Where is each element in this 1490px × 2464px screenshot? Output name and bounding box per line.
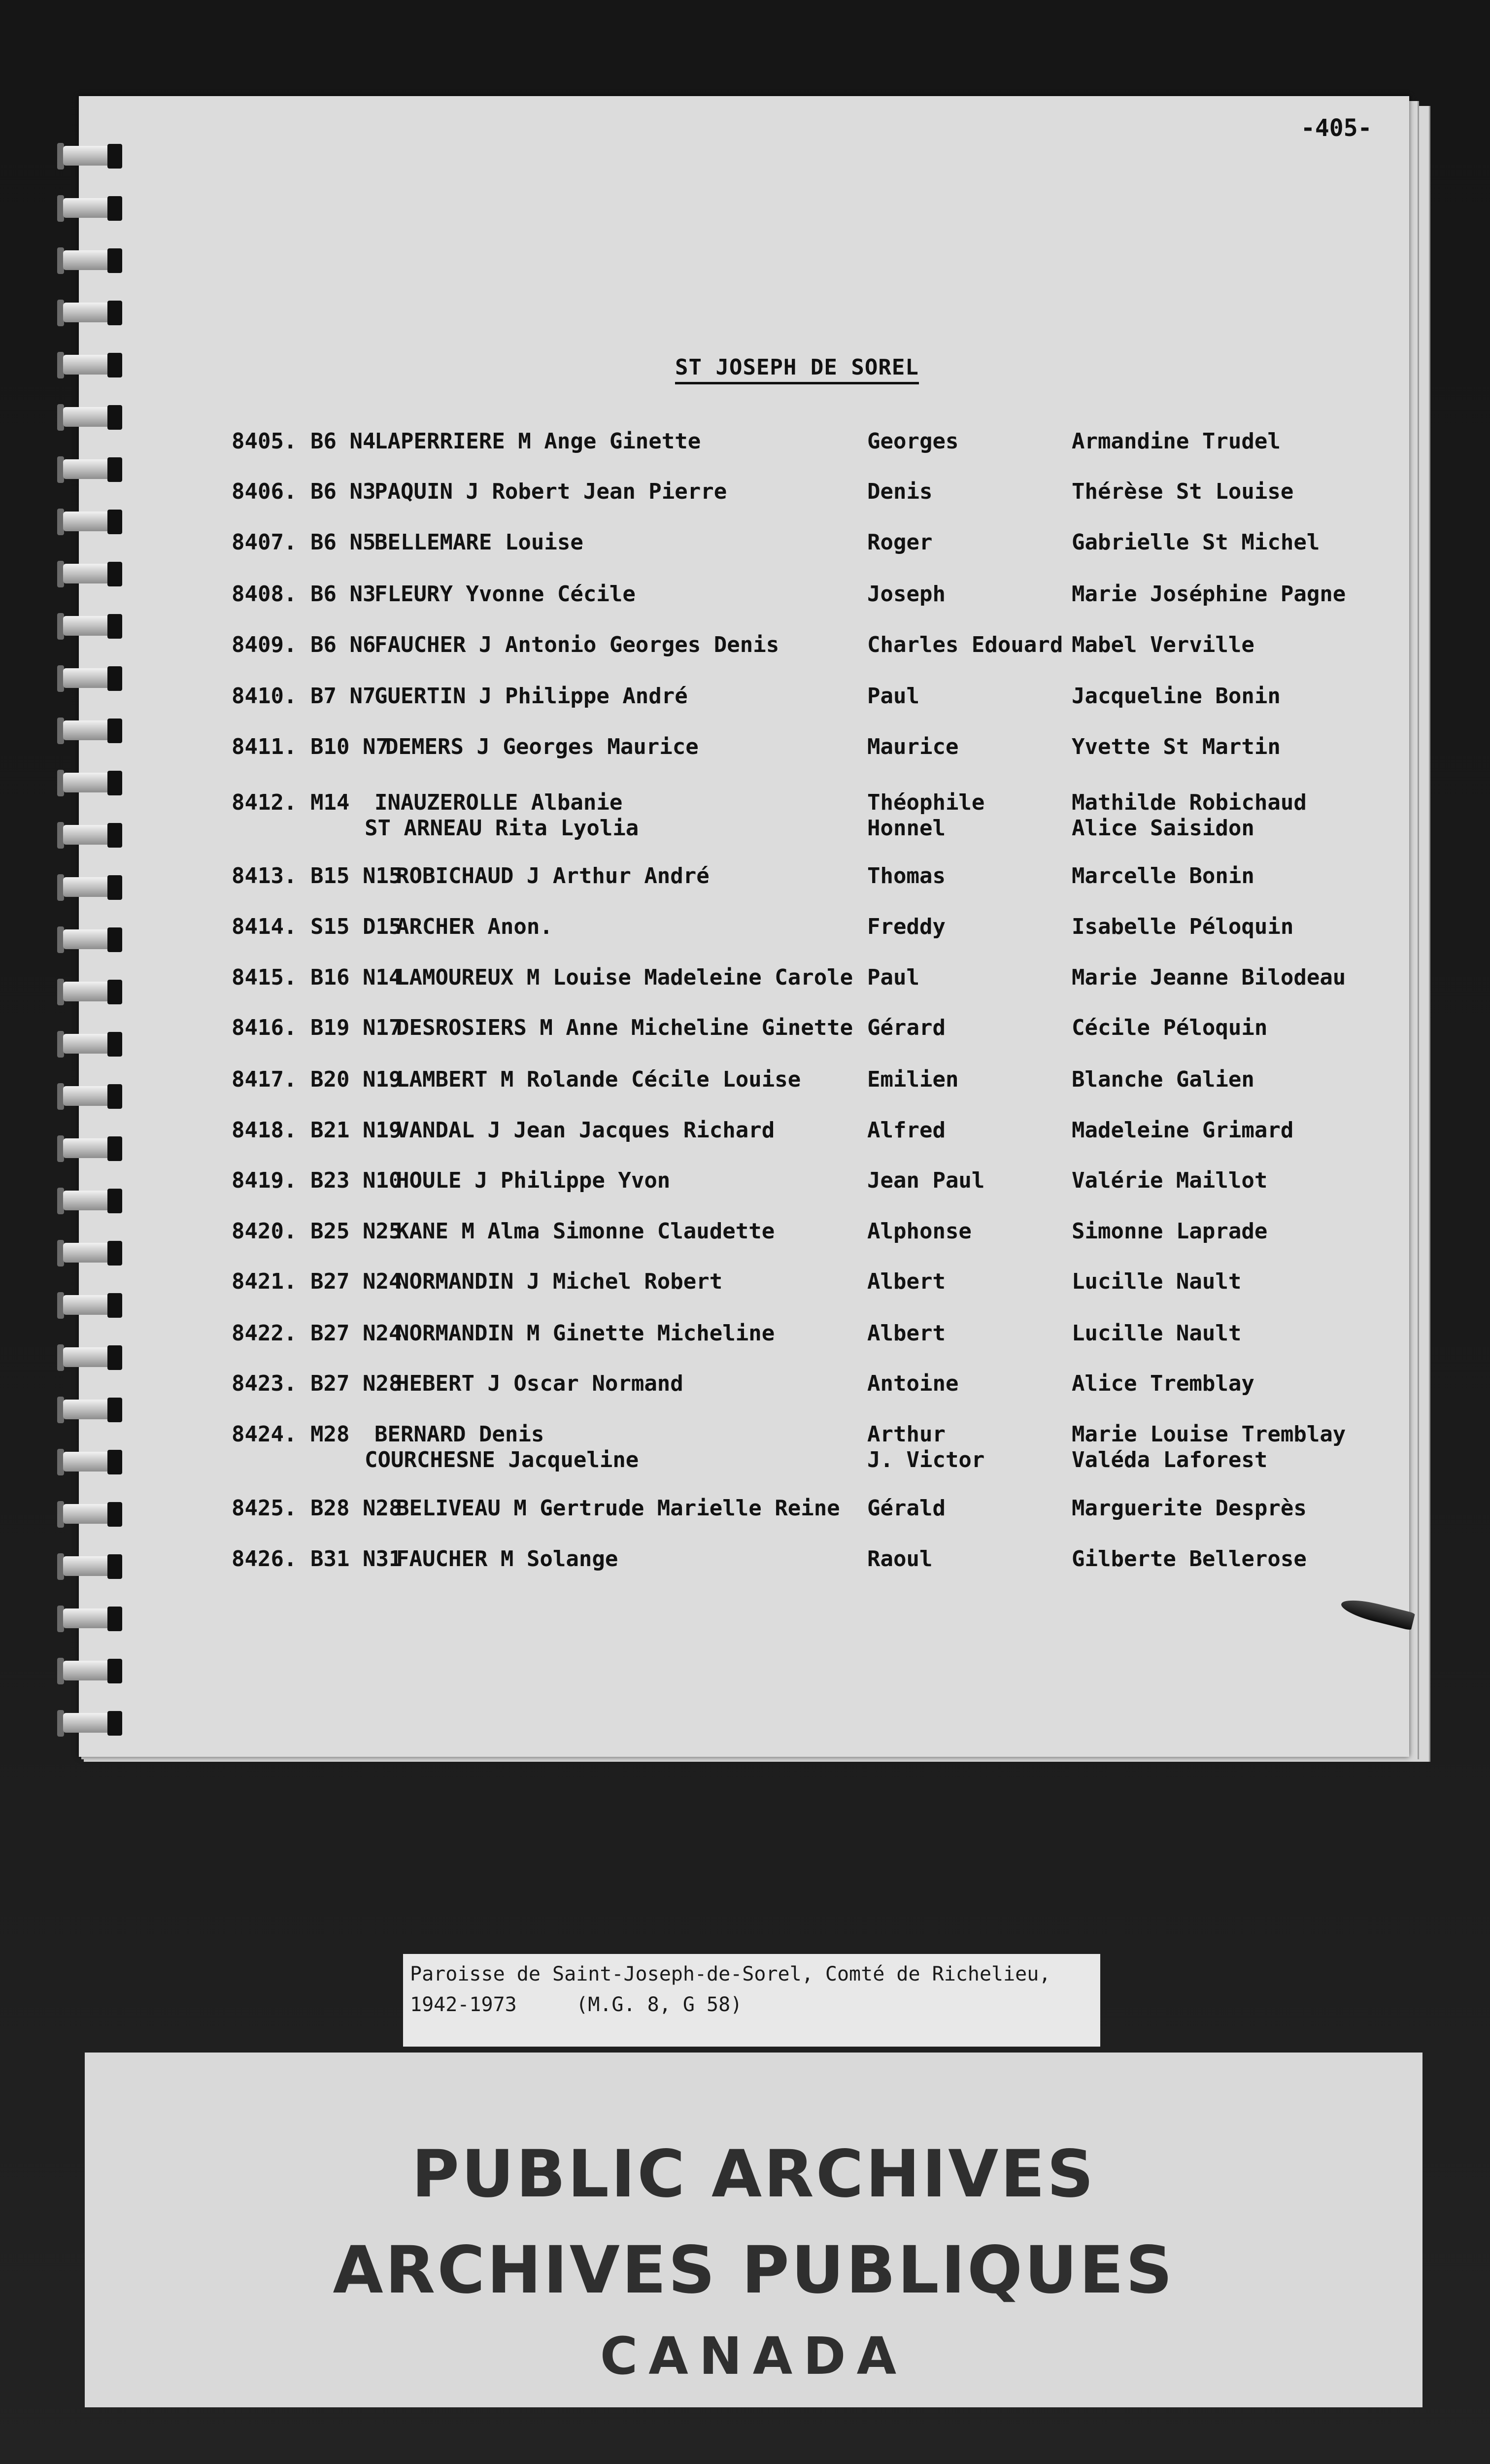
entry-name: FLEURY Yvonne Cécile [374,582,636,607]
punch-hole [107,353,122,377]
entry-code: S15 D15 [310,914,402,939]
stamp-title-en: PUBLIC ARCHIVES [411,2136,1096,2212]
page-number: -405- [1301,114,1372,142]
entry-mother: Yvette St Martin [1072,734,1281,759]
entry-number: 8415. [232,965,297,990]
entry-name: NORMANDIN J Michel Robert [396,1269,723,1294]
entry-name: VANDAL J Jean Jacques Richard [396,1118,775,1143]
entry-mother: Cécile Péloquin [1072,1015,1268,1040]
entry-name: FAUCHER J Antonio Georges Denis [374,632,779,657]
entry-number: 8410. [232,684,297,709]
entry-father: Charles Edouard [867,632,1063,657]
entry-name: FAUCHER M Solange [396,1546,618,1572]
entry-name-second: COURCHESNE Jacqueline [365,1447,639,1472]
entry-number: 8413. [232,863,297,889]
entry-father: Joseph [867,582,946,607]
register-entry [0,1546,1490,1601]
entry-father: Théophile [867,790,985,815]
entry-code: B27 N24 [310,1321,402,1346]
entry-name: LAPERRIERE M Ange Ginette [374,429,701,454]
entry-number: 8411. [232,734,297,759]
entry-name-second: ST ARNEAU Rita Lyolia [365,816,639,841]
entry-mother: Lucille Nault [1072,1269,1242,1294]
entry-code: B27 N28 [310,1371,402,1396]
stamp-title-fr: ARCHIVES PUBLIQUES [333,2232,1175,2308]
register-entry [0,530,1490,584]
entry-name: BELLEMARE Louise [374,530,583,555]
spiral-coil [54,352,128,378]
punch-hole [107,1711,122,1736]
entry-number: 8405. [232,429,297,454]
entry-number: 8420. [232,1219,297,1244]
entry-father: Thomas [867,863,946,889]
register-entry [0,1422,1490,1476]
entry-code: B6 N5 [310,530,376,555]
punch-hole [107,144,122,169]
entry-name: PAQUIN J Robert Jean Pierre [374,479,727,504]
entry-number: 8424. [232,1422,297,1447]
entry-name: BERNARD Denis [374,1422,544,1447]
punch-hole [107,196,122,221]
entry-code: B10 N7 [310,734,389,759]
register-entry [0,684,1490,738]
entry-number: 8425. [232,1496,297,1521]
entry-mother: Armandine Trudel [1072,429,1281,454]
register-entry [0,1015,1490,1069]
register-entry [0,790,1490,844]
entry-code: B6 N6 [310,632,376,657]
register-entry [0,1067,1490,1121]
entry-father-second: Honnel [867,816,946,841]
entry-mother-second: Valéda Laforest [1072,1447,1268,1472]
entry-father: Albert [867,1269,946,1294]
entry-code: B27 N24 [310,1269,402,1294]
entry-number: 8416. [232,1015,297,1040]
entry-code: B28 N28 [310,1496,402,1521]
register-entry [0,632,1490,686]
entry-mother: Marcelle Bonin [1072,863,1254,889]
entry-mother: Jacqueline Bonin [1072,684,1281,709]
entry-code: B21 N19 [310,1118,402,1143]
spiral-coil [54,1606,128,1632]
entry-code: M28 [310,1422,350,1447]
spiral-coil [54,143,128,170]
entry-name: LAMOUREUX M Louise Madeleine Carole [396,965,853,990]
entry-father: Emilien [867,1067,959,1092]
entry-name: ROBICHAUD J Arthur André [396,863,710,889]
entry-number: 8408. [232,582,297,607]
entry-name: GUERTIN J Philippe André [374,684,688,709]
entry-father: Paul [867,965,919,990]
entry-code: B31 N31 [310,1546,402,1572]
entry-name: INAUZEROLLE Albanie [374,790,623,815]
entry-mother: Thérèse St Louise [1072,479,1294,504]
entry-father: Gérald [867,1496,946,1521]
entry-number: 8406. [232,479,297,504]
register-entry [0,429,1490,483]
entry-name: HEBERT J Oscar Normand [396,1371,683,1396]
entry-father: Albert [867,1321,946,1346]
entry-father: Gérard [867,1015,946,1040]
entry-number: 8426. [232,1546,297,1572]
entry-father: Denis [867,479,933,504]
entry-code: B19 N17 [310,1015,402,1040]
entry-mother: Marie Jeanne Bilodeau [1072,965,1346,990]
spiral-coil [54,247,128,274]
entry-mother: Alice Tremblay [1072,1371,1254,1396]
entry-number: 8409. [232,632,297,657]
entry-father: Roger [867,530,933,555]
register-entry [0,965,1490,1019]
spiral-coil [54,195,128,222]
entry-name: LAMBERT M Rolande Cécile Louise [396,1067,801,1092]
entry-mother-second: Alice Saisidon [1072,816,1254,841]
entry-name: DEMERS J Georges Maurice [385,734,699,759]
entry-mother: Madeleine Grimard [1072,1118,1294,1143]
entry-father: Maurice [867,734,959,759]
entry-code: B23 N10 [310,1168,402,1193]
entry-father: Freddy [867,914,946,939]
entry-mother: Mabel Verville [1072,632,1254,657]
archives-stamp [85,2053,1422,2407]
spiral-coil [54,404,128,431]
entry-mother: Marguerite Desprès [1072,1496,1307,1521]
entry-mother: Blanche Galien [1072,1067,1254,1092]
entry-code: B25 N25 [310,1219,402,1244]
entry-name: BELIVEAU M Gertrude Marielle Reine [396,1496,840,1521]
entry-code: B20 N19 [310,1067,402,1092]
stamp-country: CANADA [600,2326,908,2386]
entry-mother: Gabrielle St Michel [1072,530,1320,555]
entry-number: 8417. [232,1067,297,1092]
register-entry [0,1496,1490,1550]
punch-hole [107,405,122,430]
entry-name: ARCHER Anon. [396,914,553,939]
entry-number: 8419. [232,1168,297,1193]
entry-mother: Marie Joséphine Pagne [1072,582,1346,607]
register-entry [0,1168,1490,1222]
entry-number: 8412. [232,790,297,815]
entry-mother: Gilberte Bellerose [1072,1546,1307,1572]
entry-father-second: J. Victor [867,1447,985,1472]
citation-line: Paroisse de Saint-Joseph-de-Sorel, Comté de Richelieu, [410,1963,1051,1985]
entry-name: HOULE J Philippe Yvon [396,1168,671,1193]
entry-mother: Isabelle Péloquin [1072,914,1294,939]
entry-number: 8423. [232,1371,297,1396]
entry-father: Paul [867,684,919,709]
entry-father: Alfred [867,1118,946,1143]
punch-hole [107,1659,122,1683]
spiral-coil [54,300,128,326]
entry-code: M14 [310,790,350,815]
register-entry [0,1371,1490,1425]
register-heading: ST JOSEPH DE SOREL [675,355,919,384]
citation-line: 1942-1973 (M.G. 8, G 58) [410,1993,743,2016]
register-entry [0,582,1490,636]
entry-number: 8418. [232,1118,297,1143]
register-entry [0,1219,1490,1273]
punch-hole [107,248,122,273]
entry-mother: Valérie Maillot [1072,1168,1268,1193]
register-entry [0,914,1490,968]
entry-code: B15 N15 [310,863,402,889]
entry-number: 8414. [232,914,297,939]
punch-hole [107,301,122,325]
entry-code: B16 N14 [310,965,402,990]
register-entry [0,1269,1490,1323]
spiral-coil [54,1658,128,1684]
entry-number: 8422. [232,1321,297,1346]
entry-number: 8421. [232,1269,297,1294]
citation-label [403,1954,1100,2047]
register-entry [0,479,1490,533]
register-entry [0,1321,1490,1375]
entry-name: DESROSIERS M Anne Micheline Ginette [396,1015,853,1040]
punch-hole [107,1607,122,1631]
entry-name: NORMANDIN M Ginette Micheline [396,1321,775,1346]
entry-mother: Marie Louise Tremblay [1072,1422,1346,1447]
entry-father: Arthur [867,1422,946,1447]
entry-father: Georges [867,429,959,454]
entry-code: B6 N4 [310,429,376,454]
entry-code: B7 N7 [310,684,376,709]
entry-mother: Mathilde Robichaud [1072,790,1307,815]
register-entry [0,734,1490,788]
entry-father: Raoul [867,1546,933,1572]
register-entry [0,863,1490,918]
entry-father: Antoine [867,1371,959,1396]
entry-father: Alphonse [867,1219,972,1244]
entry-code: B6 N3 [310,582,376,607]
entry-code: B6 N3 [310,479,376,504]
spiral-coil [54,1710,128,1737]
entry-mother: Simonne Laprade [1072,1219,1268,1244]
register-entry [0,1118,1490,1172]
entry-number: 8407. [232,530,297,555]
entry-father: Jean Paul [867,1168,985,1193]
entry-mother: Lucille Nault [1072,1321,1242,1346]
entry-name: KANE M Alma Simonne Claudette [396,1219,775,1244]
